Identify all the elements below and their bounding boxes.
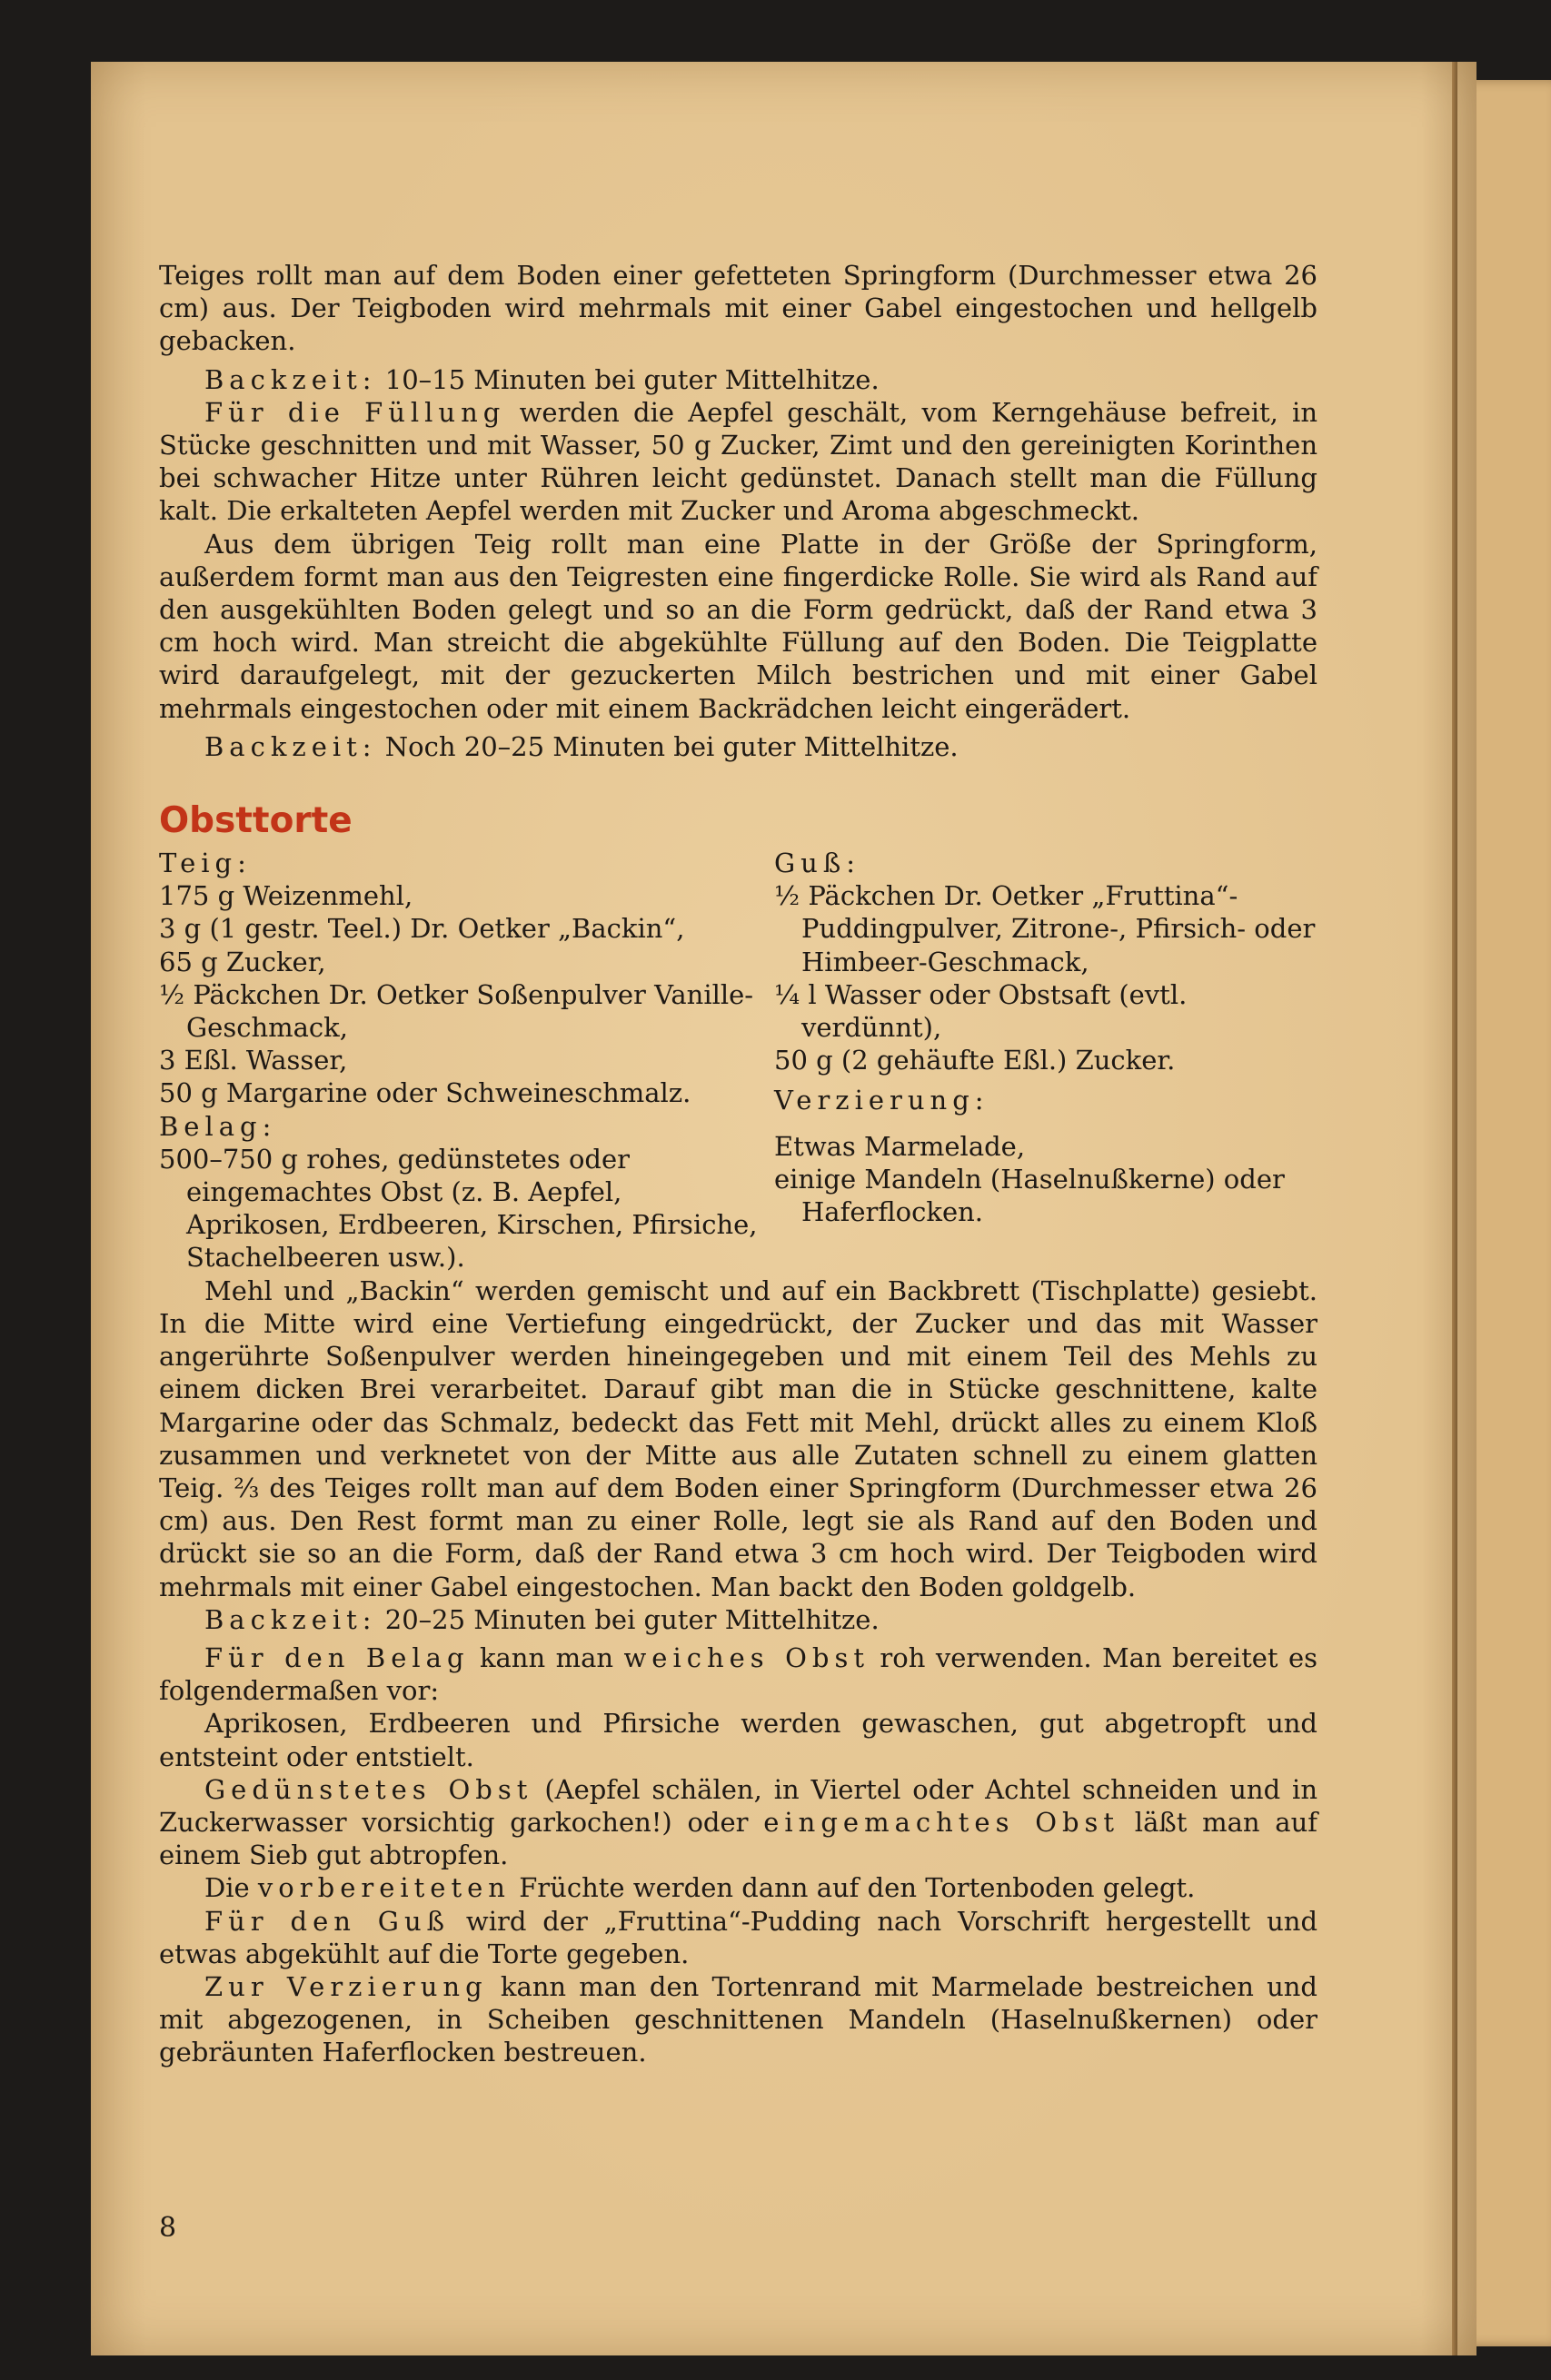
intro-paragraph: Teiges rollt man auf dem Boden einer gefetteten Springform (Durchmesser etwa 26 cm) aus. Der Teigboden wird mehrmals mit einer Gabel eingestochen und hellgelb gebacken. <box>159 260 1317 357</box>
prepared-label: vorbereiteten <box>257 1872 511 1904</box>
guss-method-text: wird der „Fruttina“-Pudding nach Vorschrift hergestellt und etwas abgekühlt auf die Torte gegeben. <box>159 1905 1318 1969</box>
filling-label: Für die Füllung <box>204 396 506 428</box>
prepared-paragraph <box>159 1871 1317 1904</box>
intro-backzeit-2 <box>159 730 1317 763</box>
guss-heading: Guß: <box>774 848 860 879</box>
backzeit-label: Backzeit: <box>204 1603 377 1635</box>
guss-method-paragraph <box>159 1905 1317 1970</box>
decor-label: Zur Verzierung <box>204 1970 488 2002</box>
recipe-backzeit <box>159 1603 1317 1636</box>
assembly-paragraph: Aus dem übrigen Teig rollt man eine Platte in der Größe der Springform, außerdem formt man aus den Teigresten eine fingerdicke Rolle. Sie wird als Rand auf den ausgekühlten Boden gelegt und so an die Form gedrückt, daß der Rand etwa 3 cm hoch wird. Man streicht die abgekühlte Füllung auf den Boden. Die Teigplatte wird daraufgelegt, mit der gezuckerten Milch bestrichen und mit einer Gabel mehrmals eingestochen oder mit einem Backrädchen leicht eingerädert. <box>159 528 1317 724</box>
teig-heading: Teig: <box>159 848 252 879</box>
fruit-prep-paragraph: Aprikosen, Erdbeeren und Pfirsiche werden gewaschen, gut abgetropft und entsteint oder entstielt. <box>159 1708 1317 1772</box>
belag-rest: roh verwenden. Man bereitet es folgendermaßen vor: <box>159 1641 1317 1707</box>
stewed-label: Gedünstetes Obst <box>204 1773 533 1805</box>
stewed-text: (Aepfel schälen, in Viertel oder Achtel schneiden und in Zuckerwasser vorsichtig garkochen!) oder <box>159 1773 1318 1838</box>
backzeit-label: Backzeit: <box>204 730 377 762</box>
method-paragraph: Mehl und „Backin“ werden gemischt und auf ein Backbrett (Tischplatte) gesiebt. In die Mitte wird eine Vertiefung eingedrückt, der Zucker und das mit Wasser angerührte Soßenpulver werden hineingegeben und mit einem Teil des Mehls zu einem dicken Brei verarbeitet. Darauf gibt man die in Stücke geschnittene, kalte Margarine oder das Schmalz, bedeckt das Fett mit Mehl, drückt alles zu einem Kloß zusammen und verknetet von der Mitte aus alle Zutaten schnell zu einem glatten Teig. ⅔ des Teiges rollt man auf dem Boden einer Springform (Durchmesser etwa 26 cm) aus. Den Rest formt man zu einer Rolle, legt sie als Rand auf den Boden und drückt sie so an die Form, daß der Rand etwa 3 cm hoch wird. Der Teigboden wird mehrmals mit einer Gabel eingestochen. Man backt den Boden goldgelb. <box>159 1274 1317 1602</box>
filling-paragraph <box>159 396 1317 528</box>
backzeit-text: 10–15 Minuten bei guter Mittelhitze. <box>384 363 880 395</box>
canned-text: läßt man auf einem Sieb gut abtropfen. <box>159 1806 1317 1871</box>
ingredients-columns <box>159 847 1317 1274</box>
guss-method-label: Für den Guß <box>204 1905 451 1937</box>
ingredient-item: 50 g Margarine oder Schweineschmalz. <box>159 1077 691 1109</box>
belag-label: Für den Belag <box>204 1641 470 1673</box>
belag-mid: kann man <box>479 1641 614 1673</box>
page-number: 8 <box>159 2212 177 2244</box>
prepared-text: Früchte werden dann auf den Tortenboden gelegt. <box>519 1872 1196 1904</box>
ingredients-right <box>774 847 1317 1274</box>
verzierung-heading: Verzierung: <box>774 1085 989 1116</box>
decor-paragraph <box>159 1970 1317 2069</box>
ingredient-item: ½ Päckchen Dr. Oetker „Fruttina“-Puddingpulver, Zitrone-, Pfirsich- oder Himbeer-Geschmack, <box>774 880 1316 977</box>
ingredient-item: 65 g Zucker, <box>159 946 326 977</box>
filling-text: werden die Aepfel geschält, vom Kerngehäuse befreit, in Stücke geschnitten und mit Wasser, 50 g Zucker, Zimt und den gereinigten Korinthen bei schwacher Hitze unter Rühren leicht gedünstet. Danach stellt man die Füllung kalt. Die erkalteten Aepfel werden mit Zucker und Aroma abgeschmeckt. <box>159 396 1318 527</box>
backzeit-label: Backzeit: <box>204 363 377 395</box>
ingredient-item: 175 g Weizenmehl, <box>159 880 413 912</box>
ingredient-item: 3 Eßl. Wasser, <box>159 1045 348 1076</box>
canned-label: eingemachtes Obst <box>763 1806 1120 1838</box>
recipe-title: Obsttorte <box>159 800 353 842</box>
stewed-paragraph <box>159 1773 1317 1872</box>
backzeit-text: 20–25 Minuten bei guter Mittelhitze. <box>384 1603 880 1635</box>
decor-text: kann man den Tortenrand mit Marmelade bestreichen und mit abgezogenen, in Scheiben geschnittenen Mandeln (Haselnußkernen) oder gebräunten Haferflocken bestreuen. <box>159 1970 1317 2068</box>
ingredients-left <box>159 847 763 1274</box>
ingredient-item: Etwas Marmelade, <box>774 1130 1026 1162</box>
ingredient-item: 50 g (2 gehäufte Eßl.) Zucker. <box>774 1045 1176 1076</box>
page-content <box>159 259 1317 2069</box>
page-fold <box>1452 62 1457 2355</box>
ingredient-item: ½ Päckchen Dr. Oetker Soßenpulver Vanille-Geschmack, <box>159 978 754 1044</box>
ingredient-item: 3 g (1 gestr. Teel.) Dr. Oetker „Backin“, <box>159 913 685 945</box>
ingredient-item: einige Mandeln (Haselnußkerne) oder Haferflocken. <box>774 1163 1285 1228</box>
belag-intro-paragraph <box>159 1641 1317 1707</box>
backzeit-text: Noch 20–25 Minuten bei guter Mittelhitze. <box>384 730 959 762</box>
belag-heading: Belag: <box>159 1110 277 1142</box>
prepared-pre: Die <box>204 1872 250 1904</box>
intro-backzeit <box>159 363 1317 396</box>
ingredient-item: 500–750 g rohes, gedünstetes oder eingemachtes Obst (z. B. Aepfel, Aprikosen, Erdbeeren, Kirschen, Pfirsiche, Stachelbeeren usw.). <box>159 1143 758 1274</box>
ingredient-item: ¼ l Wasser oder Obstsaft (evtl. verdünnt), <box>774 978 1188 1044</box>
belag-emph: weiches Obst <box>623 1641 870 1673</box>
